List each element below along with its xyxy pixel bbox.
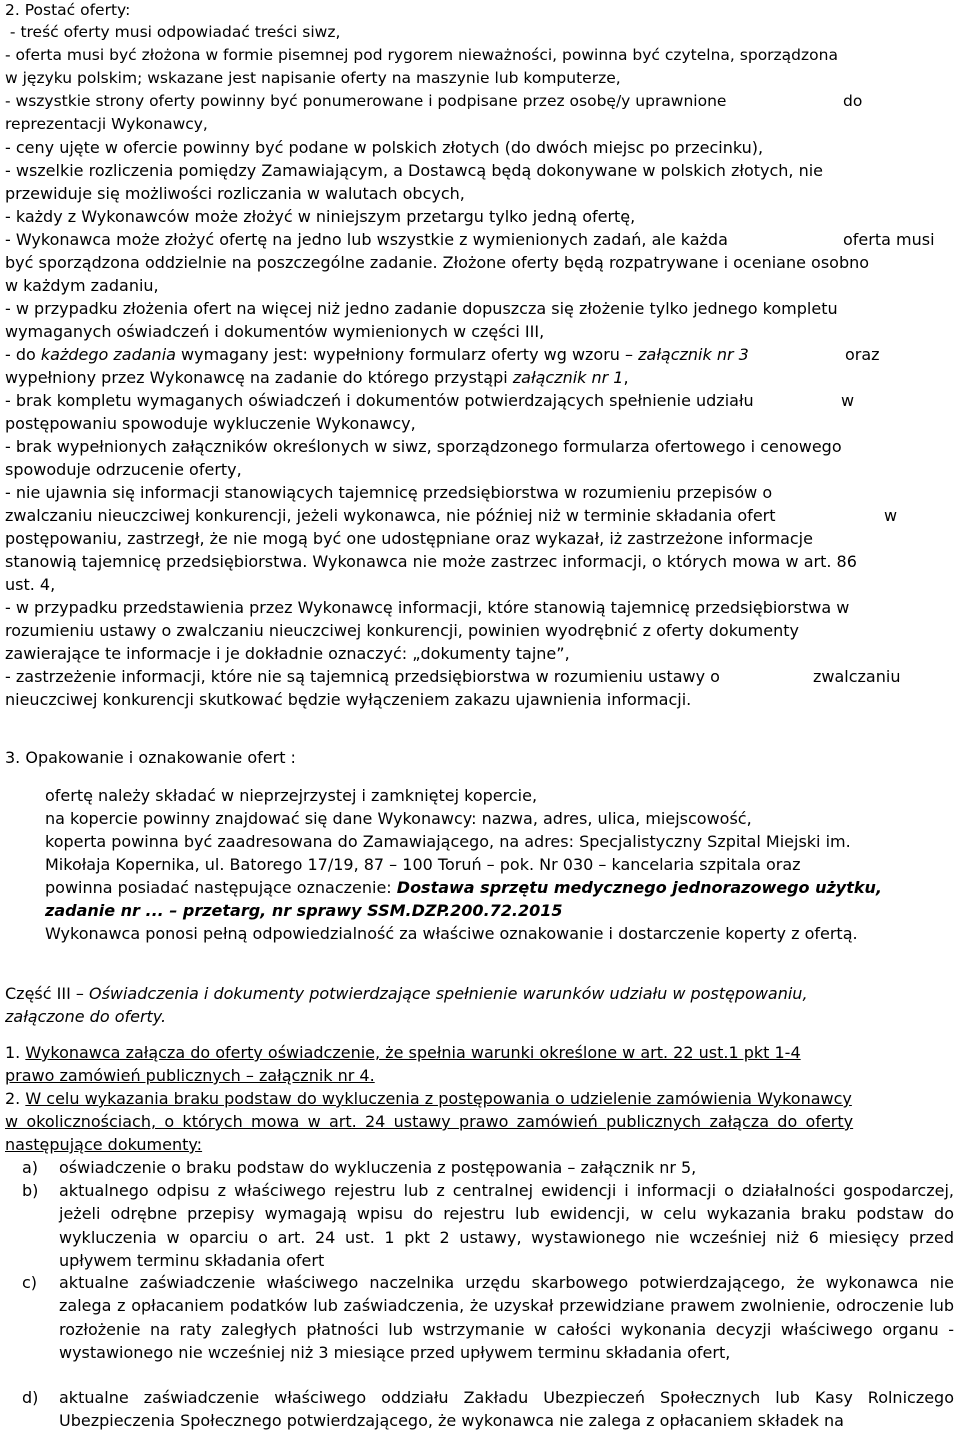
text-line: wymaganych oświadczeń i dokumentów wymienionych w części III, [5, 322, 545, 341]
text-line [5, 343, 749, 366]
text-line: - nie ujawnia się informacji stanowiących tajemnicę przedsiębiorstwa w rozumieniu przepisów o [5, 483, 773, 502]
text-line: być sporządzona oddzielnie na poszczególne zadanie. Złożone oferty będą rozpatrywane i oceniane osobno [5, 253, 870, 272]
item-label: d) [22, 1388, 39, 1407]
text-run-italic: załącznik nr 1 [512, 368, 624, 387]
text-line: zwalczaniu [813, 667, 901, 686]
text-line: koperta powinna być zaadresowana do Zamawiającego, na adres: Specjalistyczny Szpital Miejski im. [45, 832, 851, 851]
text-line: - wszelkie rozliczenia pomiędzy Zamawiającym, a Dostawcą będą dokonywane w polskich złotych, nie [5, 161, 824, 180]
text-line: - oferta musi być złożona w formie pisemnej pod rygorem nieważności, powinna być czytelna, sporządzona [5, 46, 838, 64]
text-line: zwalczaniu nieuczciwej konkurencji, jeżeli wykonawca, nie później niż w terminie składania ofert [5, 506, 776, 525]
list-item-b [22, 1179, 954, 1272]
text-line: - brak wypełnionych załączników określonych w siwz, sporządzonego formularza ofertowego i cenowego [5, 437, 842, 456]
item-label: a) [22, 1158, 39, 1177]
text-line: w [841, 391, 855, 410]
text-line: - treść oferty musi odpowiadać treści siwz, [5, 23, 341, 41]
list-item-d [22, 1386, 954, 1433]
text-line: ofertę należy składać w nieprzejrzystej i zamkniętej kopercie, [45, 786, 538, 805]
item-text: aktualne zaświadczenie właściwego oddziału Zakładu Ubezpieczeń Społecznych lub Kasy Rolniczego Ubezpieczenia Społecznego potwierdzającego, że wykonawca nie zalega z opłacaniem składek na [59, 1388, 954, 1431]
text-line: postępowaniu, zastrzegł, że nie mogą być one udostępniane oraz wykazał, iż zastrzeżone informacje [5, 529, 813, 548]
list-item-2 [5, 1087, 852, 1110]
list-item-c [22, 1271, 954, 1364]
text-run: , [623, 368, 629, 387]
text-line: - wszystkie strony oferty powinny być ponumerowane i podpisane przez osobę/y uprawnione [5, 92, 727, 110]
text-line: w okolicznościach, o których mowa w art. 24 ustawy prawo zamówień publicznych załącza do oferty [5, 1112, 854, 1131]
text-line: w [884, 506, 898, 525]
text-line: oferta musi [843, 230, 935, 249]
item-text: aktualnego odpisu z właściwego rejestru lub z centralnej ewidencji i informacji o działalności gospodarczej, jeżeli odrębne przepisy wymagają wpisu do rejestru lub ewidencji, w celu wykazania braku podstaw do wykluczenia w oparciu o art. 24 ust. 1 pkt 2 ustawy, wystawionego nie wcześniej niż 6 miesięcy przed upływem terminu składania ofert [59, 1181, 954, 1270]
text-run-underlined: Wykonawca załącza do oferty oświadczenie, że spełnia warunki określone w art. 22 ust.1 pkt 1-4 [25, 1043, 801, 1062]
text-line: ust. 4, [5, 575, 56, 594]
text-line: zawierające te informacje i je dokładnie oznaczyć: „dokumenty tajne”, [5, 644, 570, 663]
text-line: Wykonawca ponosi pełną odpowiedzialność za właściwe oznakowanie i dostarczenie koperty z ofertą. [45, 924, 858, 943]
text-line [5, 1005, 166, 1028]
text-line: - w przypadku przedstawienia przez Wykonawcę informacji, które stanowią tajemnicę przedsiębiorstwa w [5, 598, 850, 617]
section-3-heading: 3. Opakowanie i oznakowanie ofert : [5, 748, 296, 767]
text-run-italic: każdego zadania [40, 345, 176, 364]
text-line: w każdym zadaniu, [5, 276, 159, 295]
text-line: następujące dokumenty: [5, 1135, 203, 1154]
item-text: aktualne zaświadczenie właściwego naczelnika urzędu skarbowego potwierdzającego, że wykonawca nie zalega z opłacaniem podatków lub zaświadczenia, że uzyskał przewidziane prawem zwolnienie, odroczenie lub rozłożenie na raty zaległych płatności lub wstrzymanie w całości wykonania decyzji właściwego organu - wystawionego nie wcześniej niż 3 miesiące przed upływem terminu składania ofert, [59, 1273, 954, 1362]
list-item-1 [5, 1041, 801, 1064]
text-line: - Wykonawca może złożyć ofertę na jedno lub wszystkie z wymienionych zadań, ale każda [5, 230, 728, 249]
text-run-underlined: prawo zamówień publicznych – załącznik nr 4. [5, 1066, 375, 1085]
text-run-underlined: W celu wykazania braku podstaw do wykluczenia z postępowania o udzielenie zamówienia Wykonawcy [25, 1089, 852, 1108]
text-line: - brak kompletu wymaganych oświadczeń i dokumentów potwierdzających spełnienie udziału [5, 391, 754, 410]
text-line: reprezentacji Wykonawcy, [5, 115, 208, 133]
text-line: - w przypadku złożenia ofert na więcej niż jedno zadanie dopuszcza się złożenie tylko jednego kompletu [5, 299, 838, 318]
item-label: c) [22, 1273, 38, 1292]
text-run-bold-italic: zadanie nr ... – przetarg, nr sprawy SSM.DZP.200.72.2015 [45, 901, 563, 920]
text-run: wypełniony przez Wykonawcę na zadanie do którego przystąpi [5, 368, 513, 387]
list-number: 1. [5, 1043, 26, 1062]
text-run-italic: Oświadczenia i dokumenty potwierdzające spełnienie warunków udziału w postępowaniu, [88, 984, 808, 1003]
text-line: postępowaniu spowoduje wykluczenie Wykonawcy, [5, 414, 416, 433]
text-run: wymagany jest: wypełniony formularz oferty wg wzoru – [175, 345, 639, 364]
text-run: powinna posiadać następujące oznaczenie: [45, 878, 397, 897]
text-line: nieuczciwej konkurencji skutkować będzie wyłączeniem zakazu ujawnienia informacji. [5, 690, 692, 709]
text-line: w języku polskim; wskazane jest napisanie oferty na maszynie lub komputerze, [5, 69, 621, 87]
text-run-bold-italic: Dostawa sprzętu medycznego jednorazowego użytku, [396, 878, 882, 897]
list-item-a [22, 1156, 954, 1179]
text-run: Część III – [5, 984, 89, 1003]
text-run: - do [5, 345, 41, 364]
text-line: - każdy z Wykonawców może złożyć w niniejszym przetargu tylko jedną ofertę, [5, 207, 636, 226]
text-line: - ceny ujęte w ofercie powinny być podane w polskich złotych (do dwóch miejsc po przecinku), [5, 138, 764, 157]
text-run-italic: załącznik nr 3 [638, 345, 749, 364]
item-text: oświadczenie o braku podstaw do wykluczenia z postępowania – załącznik nr 5, [59, 1158, 697, 1177]
list-number: 2. [5, 1089, 26, 1108]
text-line [45, 876, 882, 899]
text-line: oraz [845, 345, 880, 364]
text-line [5, 1064, 375, 1087]
text-line [5, 366, 629, 389]
text-line: na kopercie powinny znajdować się dane Wykonawcy: nazwa, adres, ulica, miejscowość, [45, 809, 752, 828]
item-label: b) [22, 1181, 39, 1200]
text-run-italic: załączone do oferty. [5, 1007, 167, 1026]
text-line: Mikołaja Kopernika, ul. Batorego 17/19, 87 – 100 Toruń – pok. Nr 030 – kancelaria szpitala oraz [45, 855, 801, 874]
text-line: do [843, 92, 863, 110]
text-line: przewiduje się możliwości rozliczania w walutach obcych, [5, 184, 465, 203]
text-line: spowoduje odrzucenie oferty, [5, 460, 242, 479]
text-line: - zastrzeżenie informacji, które nie są tajemnicą przedsiębiorstwa w rozumieniu ustawy o [5, 667, 720, 686]
text-line: stanowią tajemnicę przedsiębiorstwa. Wykonawca nie może zastrzec informacji, o których mowa w art. 86 [5, 552, 857, 571]
text-line [45, 899, 563, 922]
section-2-heading: 2. Postać oferty: [5, 1, 131, 19]
part-3-heading [5, 982, 808, 1005]
text-line: rozumieniu ustawy o zwalczaniu nieuczciwej konkurencji, powinien wyodrębnić z oferty dokumenty [5, 621, 799, 640]
